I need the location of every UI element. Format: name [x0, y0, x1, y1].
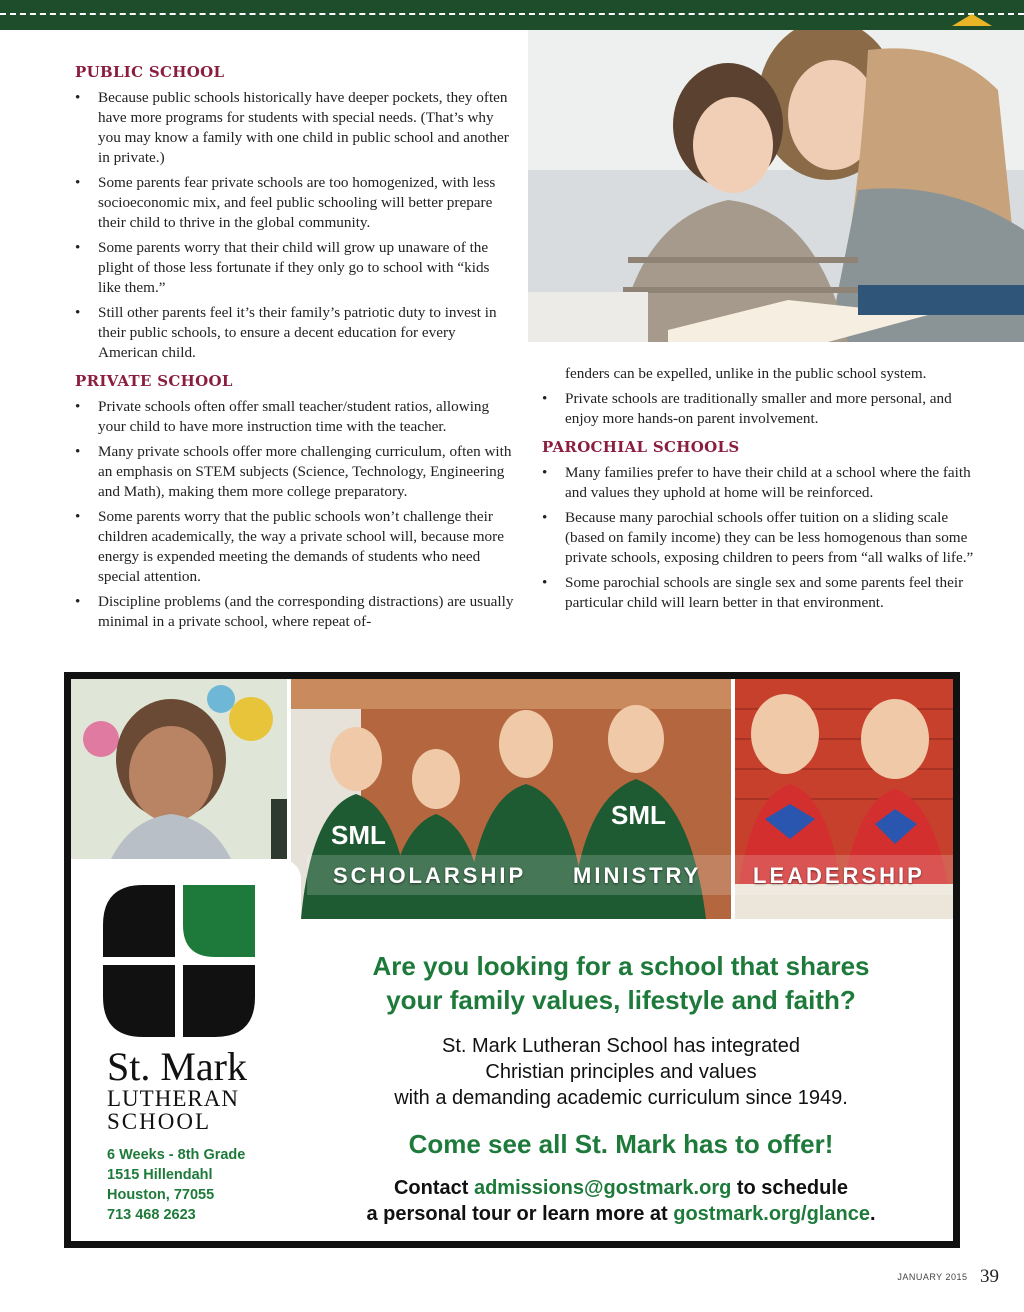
body-line-1: St. Mark Lutheran School has integrated: [442, 1035, 800, 1057]
contact-mid: to schedule: [731, 1177, 849, 1199]
body-line-3: with a demanding academic curriculum since 1949.: [394, 1087, 848, 1109]
list-item: • Still other parents feel it’s their family’s patriotic duty to invest in their public schools, to ensure a decent education for every American child.: [75, 303, 515, 363]
list-item: • Many private schools offer more challenging curriculum, often with an emphasis on STEM subjects (Science, Technology, Engineering and Math), making them more college preparatory.: [75, 442, 515, 502]
ad-contact: [311, 1175, 931, 1227]
private-school-list-continued: [542, 389, 987, 429]
st-mark-cross-logo: [103, 885, 255, 1037]
page-footer: [897, 1266, 999, 1288]
parochial-schools-list: [542, 463, 987, 613]
private-school-heading: PRIVATE SCHOOL: [75, 372, 233, 390]
banner-word-scholarship: SCHOLARSHIP: [333, 863, 527, 888]
st-mark-advertisement: [64, 672, 960, 1248]
contact-prefix: Contact: [393, 1177, 474, 1199]
list-item: • Some parents worry that their child will grow up unaware of the plight of those less fortunate if they only go to school with “kids like them.”: [75, 238, 515, 298]
list-item: • Because many parochial schools offer tuition on a sliding scale (based on family income) they can be less homogenous than some private schools, exposing children to peers from “all walks of life.”: [542, 508, 987, 568]
issue-date: JANUARY 2015: [897, 1272, 968, 1282]
graduation-cap-icon: [952, 14, 992, 26]
continued-text: fenders can be expelled, unlike in the public school system.: [565, 365, 927, 382]
contact-line-2: a personal tour or learn more at: [366, 1203, 674, 1225]
banner-word-ministry: MINISTRY: [573, 863, 702, 888]
private-school-list: [75, 397, 515, 632]
city-zip: Houston, 77055: [107, 1187, 215, 1203]
list-item: • Some parochial schools are single sex and some parents feel their particular child will learn better in that environment.: [542, 573, 987, 613]
ad-headline: [311, 949, 931, 1017]
page-number: 39: [980, 1266, 999, 1287]
public-school-list: [75, 88, 515, 363]
parochial-schools-heading: PAROCHIAL SCHOOLS: [542, 438, 740, 456]
school-name-line-1: St. Mark: [107, 1044, 247, 1089]
dashed-line: [0, 13, 1024, 15]
list-item: • Some parents worry that the public schools won’t challenge their children academically, the way a private school will, because more energy is expended meeting the demands of students who need special attention.: [75, 507, 515, 587]
list-item: • Discipline problems (and the corresponding distractions) are usually minimal in a private school, where repeat of-: [75, 592, 515, 632]
school-name-line-2: LUTHERAN: [107, 1086, 239, 1111]
public-school-heading: PUBLIC SCHOOL: [75, 63, 225, 81]
list-item: • Many families prefer to have their child at a school where the faith and values they uphold at home will be reinforced.: [542, 463, 987, 503]
ad-call-to-action: Come see all St. Mark has to offer!: [408, 1129, 834, 1159]
shirt-print-1: SML: [331, 820, 386, 850]
headline-line-1: Are you looking for a school that shares: [372, 951, 870, 981]
toddler-photo: [71, 679, 287, 859]
right-column: [542, 364, 987, 618]
list-item: • Private schools often offer small teacher/student ratios, allowing your child to have more instruction time with the teacher.: [75, 397, 515, 437]
website-link[interactable]: gostmark.org/glance: [673, 1203, 870, 1225]
street-address: 1515 Hillendahl: [107, 1167, 213, 1183]
top-band: [0, 0, 1024, 30]
school-name-line-3: SCHOOL: [107, 1109, 212, 1134]
school-info: [107, 1145, 245, 1225]
left-column: [75, 62, 515, 637]
ad-body: [311, 1033, 931, 1111]
contact-end: .: [869, 1203, 876, 1225]
banner-word-leadership: LEADERSHIP: [753, 863, 925, 888]
body-line-2: Christian principles and values: [485, 1061, 757, 1083]
admissions-email-link[interactable]: admissions@gostmark.org: [473, 1177, 732, 1199]
phone-number: 713 468 2623: [107, 1207, 196, 1223]
list-item: • Some parents fear private schools are too homogenized, with less socioeconomic mix, and feel public schooling will better prepare their child to thrive in the global community.: [75, 173, 515, 233]
list-item: • Because public schools historically have deeper pockets, they often have more programs for students with special needs. (That’s why you may know a family with one child in public school and another in private.): [75, 88, 515, 168]
school-name: [107, 1044, 247, 1134]
grades-text: 6 Weeks - 8th Grade: [107, 1147, 246, 1163]
article-photo: [528, 30, 1024, 342]
headline-line-2: your family values, lifestyle and faith?: [386, 985, 856, 1015]
list-item: • Private schools are traditionally smaller and more personal, and enjoy more hands-on parent involvement.: [542, 389, 987, 429]
shirt-print-2: SML: [611, 800, 666, 830]
